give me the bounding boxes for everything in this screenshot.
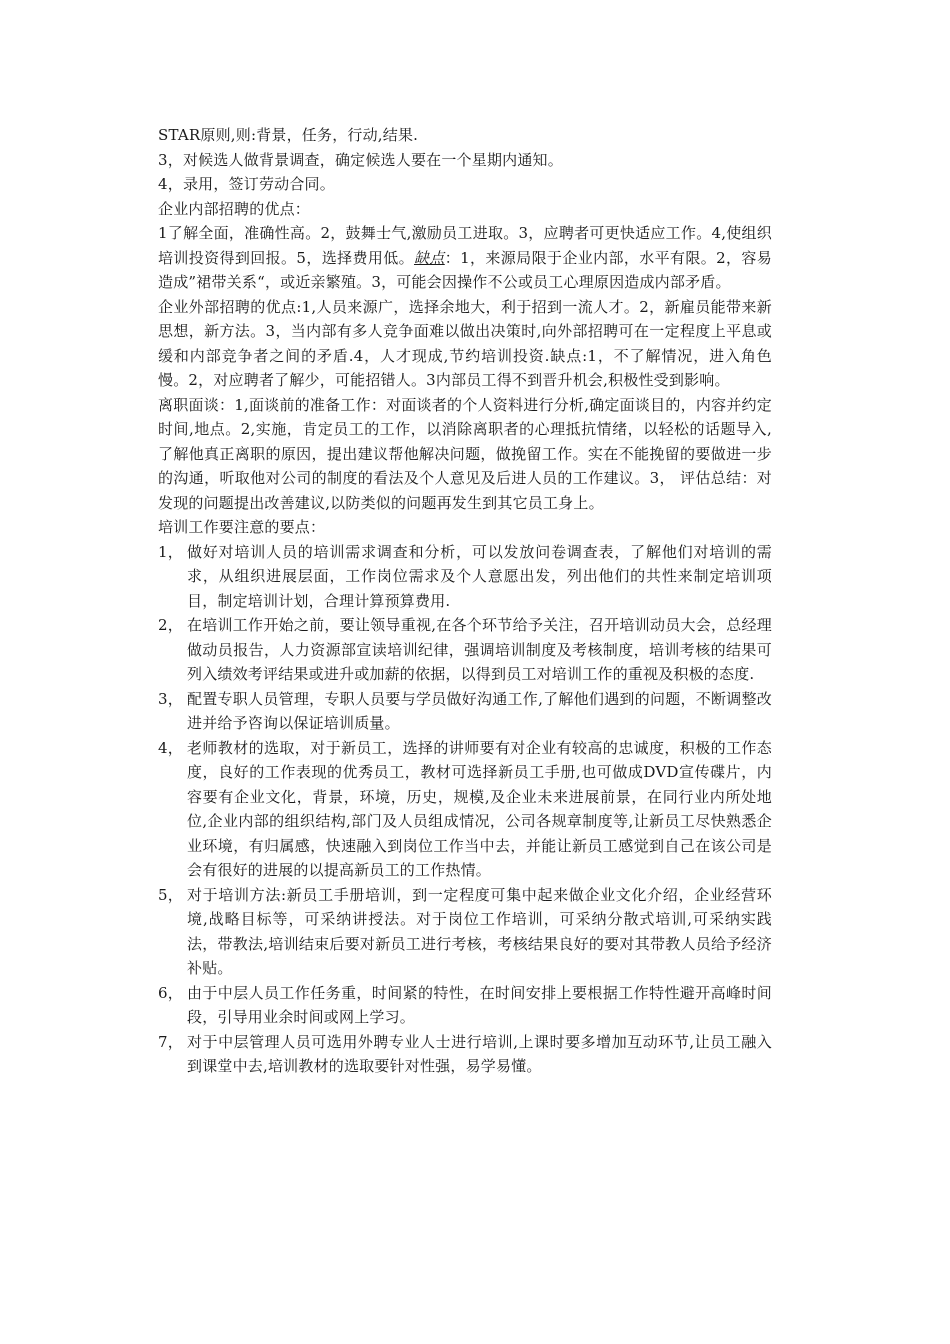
list-item [158,687,772,736]
heading-training-points: 培训工作要注意的要点： [158,518,326,536]
list-item-text: 对于培训方法:新员工手册培训，到一定程度可集中起来做企业文化介绍，企业经营环境,战略目标等，可采纳讲授法。对于岗位工作培训，可采纳分散式培训,可采纳实践法，带教法,培训结束后要对新员工进行考核，考核结果良好的要对其带教人员给予经济补贴。 [187,885,772,977]
paragraph-background-check: 3，对候选人做背景调查，确定候选人要在一个星期内通知。 [158,150,563,169]
training-points-list [158,540,772,1079]
list-item-text: 做好对培训人员的培训需求调查和分析，可以发放问卷调查表，了解他们对培训的需求，从组织进展层面，工作岗位需求及个人意愿出发，列出他们的共性来制定培训项目，制定培训计划，合理计算预算费用. [187,542,772,610]
paragraph-external-recruitment: 企业外部招聘的优点:1,人员来源广，选择余地大，利于招到一流人才。2，新雇员能带来新思想，新方法。3，当内部有多人竞争面难以做出决策时,向外部招聘可在一定程度上平息或缓和内部竞争者之间的矛盾.4，人才现成,节约培训投资.缺点:1，不了解情况，进入角色慢。2，对应聘者了解少，可能招错人。3内部员工得不到晋升机会,积极性受到影响。 [158,297,772,389]
document-page [158,123,772,1079]
list-item-text: 老师教材的选取，对于新员工，选择的讲师要有对企业有较高的忠诚度，积极的工作态度，良好的工作表现的优秀员工，教材可选择新员工手册,也可做成DVD宣传碟片，内容要有企业文化，背景，环境，历史，规模,及企业未来进展前景，在同行业内所处地位,企业内部的组织结构,部门及人员组成情况，公司各规章制度等,让新员工尽快熟悉企业环境，有归属感，快速融入到岗位工作当中去，并能让新员工感觉到自己在该公司是会有很好的进展的以提高新员工的工作热情。 [187,738,772,879]
list-item [158,883,772,981]
paragraph-internal-recruitment [158,221,772,295]
internal-disadvantages-text: ：1，来源局限于企业内部，水平有限。2，容易造成”裙带关系“，或近亲繁殖。3，可能会因操作不公或员工心理原因造成内部矛盾。 [158,248,772,291]
list-item-number: 5， [158,885,183,904]
list-item [158,613,772,687]
paragraph-hiring-contract: 4，录用，签订劳动合同。 [158,175,335,193]
list-item-number: 7， [158,1032,183,1051]
list-item [158,1030,772,1079]
list-item-text: 在培训工作开始之前，要让领导重视,在各个环节给予关注，召开培训动员大会，总经理做动员报告，人力资源部宣读培训纪律，强调培训制度及考核制度，培训考核的结果可列入绩效考评结果或进升或加薪的依据，以得到员工对培训工作的重视及积极的态度. [187,616,772,683]
list-item [158,540,772,614]
heading-internal-recruitment: 企业内部招聘的优点： [158,199,311,218]
list-item-text: 对于中层管理人员可选用外聘专业人士进行培训,上课时要多增加互动环节,让员工融入到课堂中去,培训教材的选取要针对性强，易学易懂。 [187,1032,772,1075]
list-item-number: 3， [158,689,183,708]
list-item [158,736,772,883]
list-item-text: 配置专职人员管理，专职人员要与学员做好沟通工作,了解他们遇到的问题，不断调整改进并给予咨询以保证培训质量。 [187,689,772,732]
paragraph-exit-interview: 离职面谈：1,面谈前的准备工作：对面谈者的个人资料进行分析,确定面谈目的，内容并约定时间,地点。2,实施，肯定员工的工作，以消除离职者的心理抵抗情绪，以轻松的话题导入,了解他真正离职的原因，提出建议帮他解决问题，做挽留工作。实在不能挽留的要做进一步的沟通，听取他对公司的制度的看法及个人意见及后进人员的工作建议。3， 评估总结：对发现的问题提出改善建议,以防类似的问题再发生到其它员工身上。 [158,395,772,512]
list-item-number: 2， [158,616,183,634]
list-item-number: 1， [158,542,183,561]
list-item-number: 6， [158,983,183,1002]
paragraph-star-principle: STAR原则,则:背景，任务，行动,结果. [158,126,419,144]
list-item-number: 4， [158,738,183,757]
list-item-text: 由于中层人员工作任务重，时间紧的特性，在时间安排上要根据工作特性避开高峰时间段，引导用业余时间或网上学习。 [187,983,772,1026]
internal-advantages-text: 1了解全面，准确性高。2，鼓舞士气,激励员工进取。3，应聘者可更快适应工作。4,使组织培训投资得到回报。5，选择费用低。 [158,224,772,267]
list-item [158,981,772,1030]
internal-disadvantages-label: 缺点 [413,248,445,267]
